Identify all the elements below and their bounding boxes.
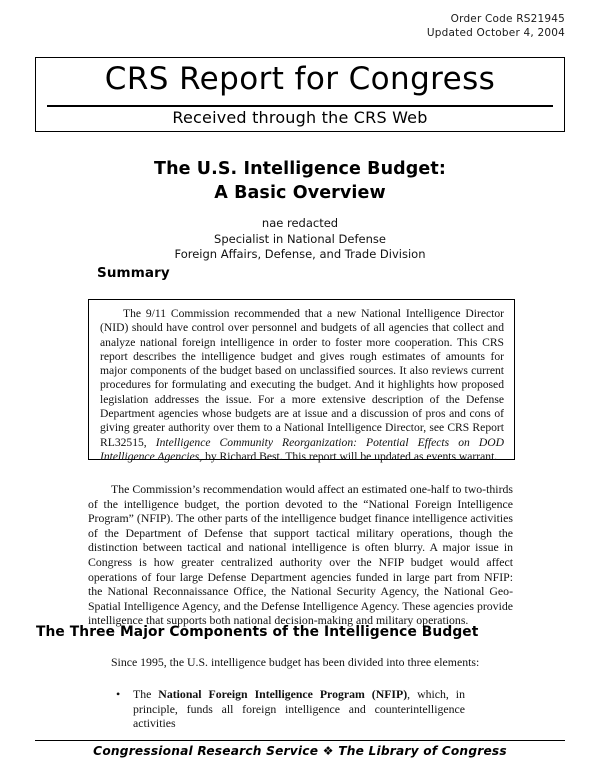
components-bullet-list (110, 687, 465, 731)
list-item-bold-term: National Foreign Intelligence Program (NFIP) (158, 687, 408, 701)
footer-diamond-icon: ❖ (322, 744, 334, 758)
footer-institution: The Library of Congress (338, 744, 507, 758)
body-paragraph-1: The Commission’s recommendation would affect an estimated one-half to two-thirds of the intelligence budget, the portion devoted to the “National Foreign Intelligence Program” (NFIP). The other parts of the intelligence budget finance intelligence activities of the Department of Defense that support tactical military operations, though the distinction between tactical and national intelligence is often blurry. A major issue in Congress is how greater centralized authority over the NFIP budget would affect operations of four large Defense Department agencies funded in large part from NFIP: the National Reconnaissance Office, the National Security Agency, the National Geo-Spatial Intelligence Agency, and the Defense Intelligence Agency. These agencies provide intelligence that supports both national decision-making and military operations. (88, 482, 513, 628)
crs-banner (35, 57, 565, 132)
summary-text-part-2: , by Richard Best. This report will be updated as events warrant. (199, 449, 498, 463)
summary-box (88, 299, 515, 463)
section-heading: The Three Major Components of the Intelligence Budget (36, 624, 479, 640)
author-name: nae redacted (261, 216, 339, 230)
summary-cited-report-title: Intelligence Community Reorganization: Potential Effects on DOD Intelligence Agencies (100, 435, 504, 463)
footer (0, 744, 600, 758)
section-lead-paragraph: Since 1995, the U.S. intelligence budget has been divided into three elements: (111, 655, 480, 669)
page-title-line-1: The U.S. Intelligence Budget: (154, 159, 446, 179)
footer-divider (35, 740, 565, 741)
bullet-marker-icon: • (116, 687, 121, 701)
crs-banner-title: CRS Report for Congress (104, 61, 496, 97)
order-code-block (427, 12, 565, 40)
footer-organization: Congressional Research Service (93, 744, 319, 758)
order-code-text: Order Code RS21945 (450, 13, 565, 25)
page-title (0, 157, 600, 205)
list-item (110, 687, 465, 731)
crs-banner-divider (47, 105, 553, 107)
list-item-text-after: , which, in principle, funds all foreign intelligence and counterintelligence activities (133, 687, 465, 731)
summary-text (100, 307, 504, 464)
updated-date-text: Updated October 4, 2004 (426, 27, 565, 39)
summary-text-part-1: The 9/11 Commission recommended that a new National Intelligence Director (NID) should have control over personnel and budgets of all agencies that collect and analyze national foreign intelligence in order to foster more cooperation. This CRS report describes the intelligence budget and gives rough estimates of amounts for major components of the budget based on unclassified sources. It also reviews current procedures for formulating and executing the budget. And it highlights how proposed legislation addresses the issue. For a more extensive description of the Defense Department agencies whose budgets are at issue and a discussion of pros and cons of giving greater authority over them to a National Intelligence Director, see CRS Report RL32515, (100, 307, 504, 449)
list-item-text-before: The (133, 687, 159, 701)
summary-heading: Summary (97, 265, 170, 281)
author-title: Specialist in National Defense (214, 231, 386, 246)
author-division: Foreign Affairs, Defense, and Trade Division (174, 247, 426, 261)
page-title-line-2: A Basic Overview (214, 183, 386, 203)
crs-banner-subtitle: Received through the CRS Web (172, 108, 428, 127)
author-block (0, 216, 600, 263)
